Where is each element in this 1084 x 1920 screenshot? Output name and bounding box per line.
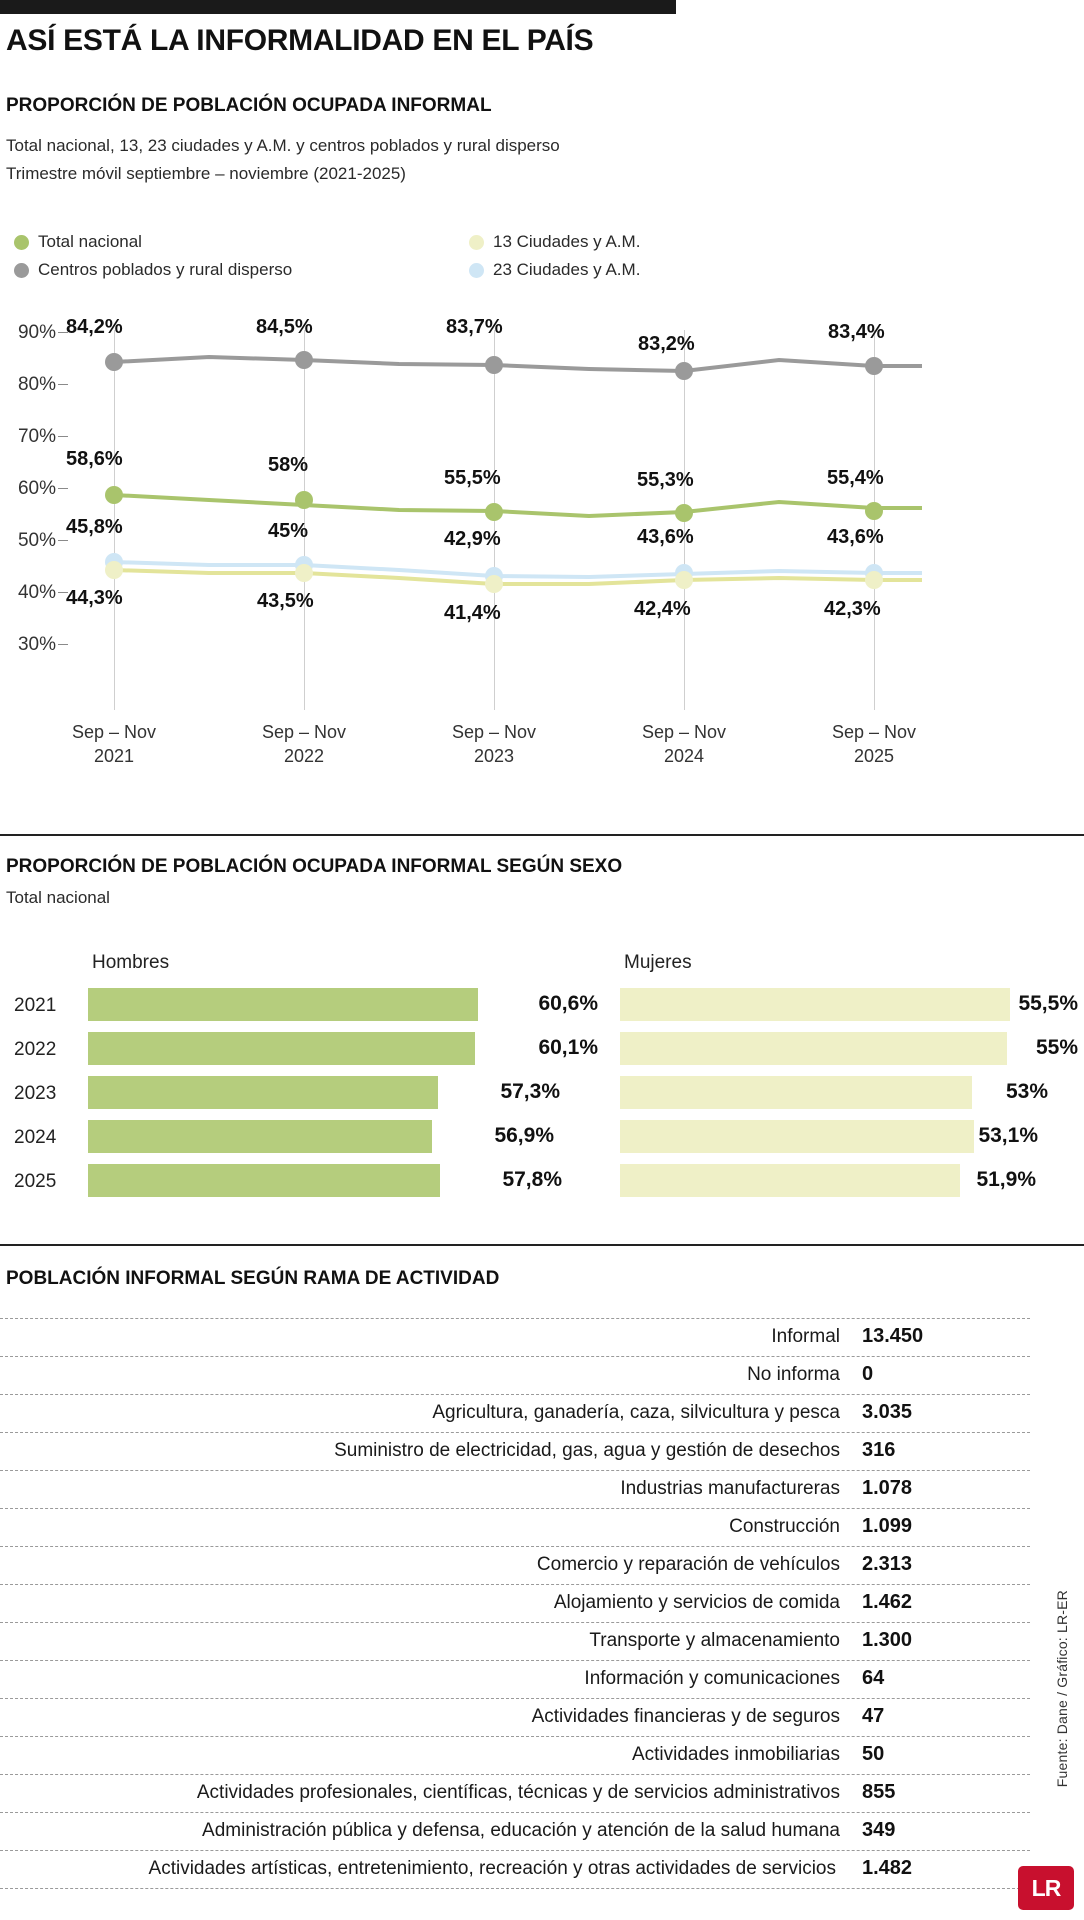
bar-track-hombres — [88, 1120, 478, 1153]
bar-track-mujeres — [620, 988, 1010, 1021]
series-point — [295, 564, 313, 582]
bar-track-mujeres — [620, 1032, 1010, 1065]
legend-row — [14, 228, 754, 256]
data-label-13ciudades-2022: 43,5% — [257, 590, 314, 612]
bar-value-hombres: 57,8% — [502, 1168, 562, 1191]
section1-title: PROPORCIÓN DE POBLACIÓN OCUPADA INFORMAL — [6, 95, 492, 116]
bar-track-hombres — [88, 988, 478, 1021]
x-tick-line2: 2021 — [93, 746, 135, 767]
bar-value-mujeres: 55,5% — [1018, 992, 1078, 1015]
data-label-centros-2021: 84,2% — [66, 316, 123, 338]
line-chart-plot-area — [66, 316, 1072, 710]
bar-year-label: 2024 — [14, 1127, 57, 1148]
table-row — [0, 1737, 1030, 1775]
bar-row — [0, 1120, 1084, 1157]
row-label: Actividades inmobiliarias — [631, 1744, 840, 1765]
legend-color-dot — [469, 263, 484, 278]
section2-subtitle: Total nacional — [6, 888, 110, 907]
row-label: Suministro de electricidad, gas, agua y gestión de desechos — [334, 1440, 840, 1461]
data-label-total-2022: 58% — [268, 454, 309, 476]
section2-title: PROPORCIÓN DE POBLACIÓN OCUPADA INFORMAL SEGÚN SEXO — [6, 856, 623, 877]
y-tick-label-90: 90% — [17, 322, 56, 343]
row-label: Actividades profesionales, científicas, técnicas y de servicios administrativos — [196, 1782, 840, 1803]
row-value: 2.313 — [862, 1553, 913, 1575]
y-axis-tick — [58, 436, 68, 437]
table-row — [0, 1318, 1030, 1357]
bar-fill-hombres — [88, 988, 478, 1021]
row-label: Informal — [771, 1326, 840, 1347]
x-tick-line1: Sep – Nov — [641, 722, 727, 742]
table-row — [0, 1585, 1030, 1623]
data-label-13ciudades-2023: 41,4% — [444, 602, 501, 624]
data-label-23ciudades-2025: 43,6% — [827, 526, 884, 548]
data-label-centros-2022: 84,5% — [256, 316, 313, 338]
bar-row — [0, 1032, 1084, 1069]
x-tick-label-2025 — [794, 720, 954, 769]
series-point — [485, 503, 503, 521]
row-label: Actividades artísticas, entretenimiento, recreación y otras actividades de servicios — [148, 1858, 836, 1879]
table-row — [0, 1775, 1030, 1813]
series-point — [675, 362, 693, 380]
sex-bar-chart — [0, 988, 1084, 1208]
x-tick-line1: Sep – Nov — [451, 722, 537, 742]
x-tick-line1: Sep – Nov — [261, 722, 347, 742]
data-label-13ciudades-2024: 42,4% — [634, 598, 691, 620]
series-point — [675, 504, 693, 522]
row-value: 855 — [862, 1781, 896, 1803]
bar-value-mujeres: 53% — [1005, 1080, 1048, 1103]
x-tick-line2: 2024 — [663, 746, 705, 767]
section-divider-1 — [0, 834, 1084, 836]
series-point — [105, 486, 123, 504]
table-row — [0, 1395, 1030, 1433]
series-point — [675, 571, 693, 589]
column-header-mujeres: Mujeres — [624, 952, 692, 973]
row-value: 50 — [862, 1743, 885, 1765]
table-row — [0, 1813, 1030, 1851]
row-label: No informa — [747, 1364, 840, 1385]
bar-track-hombres — [88, 1164, 478, 1197]
bar-fill-hombres — [88, 1164, 440, 1197]
section-divider-2 — [0, 1244, 1084, 1246]
row-label: Alojamiento y servicios de comida — [553, 1592, 840, 1613]
row-value: 349 — [862, 1819, 896, 1841]
series-line-centros-poblados — [114, 357, 922, 371]
activity-table — [0, 1318, 1030, 1889]
line-chart — [0, 316, 1084, 830]
x-tick-label-2022 — [224, 720, 384, 769]
data-label-total-2021: 58,6% — [66, 448, 123, 470]
row-label: Administración pública y defensa, educación y atención de la salud humana — [202, 1820, 840, 1841]
table-row — [0, 1661, 1030, 1699]
series-point — [105, 353, 123, 371]
row-value: 1.462 — [862, 1591, 913, 1613]
legend-color-dot — [469, 235, 484, 250]
bar-fill-mujeres — [620, 1164, 960, 1197]
bar-value-mujeres: 55% — [1035, 1036, 1078, 1059]
top-accent-bar — [0, 0, 676, 14]
bar-track-hombres — [88, 1032, 478, 1065]
data-label-total-2024: 55,3% — [637, 469, 694, 491]
column-header-hombres: Hombres — [92, 952, 170, 973]
bar-row — [0, 1076, 1084, 1113]
bar-value-mujeres: 53,1% — [978, 1124, 1038, 1147]
series-point — [485, 356, 503, 374]
table-row — [0, 1851, 1030, 1889]
x-tick-line2: 2022 — [283, 746, 325, 767]
bar-value-mujeres: 51,9% — [976, 1168, 1036, 1191]
row-label: Información y comunicaciones — [584, 1668, 840, 1689]
row-value: 13.450 — [862, 1325, 924, 1347]
y-tick-label-50: 50% — [17, 530, 56, 551]
y-tick-label-80: 80% — [17, 374, 56, 395]
data-label-23ciudades-2023: 42,9% — [444, 528, 501, 550]
bar-year-label: 2025 — [14, 1171, 57, 1192]
table-row — [0, 1547, 1030, 1585]
bar-fill-hombres — [88, 1120, 432, 1153]
legend-item-13-ciudades — [469, 232, 640, 252]
bar-value-hombres: 57,3% — [500, 1080, 560, 1103]
chart1-legend — [14, 228, 754, 284]
bar-year-label: 2022 — [14, 1039, 57, 1060]
data-label-total-2025: 55,4% — [827, 467, 884, 489]
y-tick-label-30: 30% — [17, 634, 56, 655]
line-series-svg — [72, 330, 1072, 710]
data-label-13ciudades-2021: 44,3% — [66, 587, 123, 609]
y-axis-tick — [58, 644, 68, 645]
lr-logo: LR — [1018, 1866, 1074, 1910]
row-value: 1.300 — [862, 1629, 913, 1651]
row-value: 1.099 — [862, 1515, 913, 1537]
legend-label: Centros poblados y rural disperso — [38, 260, 293, 279]
legend-label: Total nacional — [38, 232, 142, 251]
series-point — [865, 571, 883, 589]
row-value: 47 — [862, 1705, 885, 1727]
x-tick-label-2023 — [414, 720, 574, 769]
series-line-total-nacional — [114, 495, 922, 516]
series-point — [485, 575, 503, 593]
y-tick-label-60: 60% — [17, 478, 56, 499]
series-point — [295, 351, 313, 369]
series-point — [865, 502, 883, 520]
x-tick-line1: Sep – Nov — [71, 722, 157, 742]
bar-fill-hombres — [88, 1032, 475, 1065]
row-label: Construcción — [729, 1516, 840, 1537]
y-axis-tick — [58, 384, 68, 385]
y-axis-tick — [58, 540, 68, 541]
section3-title: POBLACIÓN INFORMAL SEGÚN RAMA DE ACTIVIDAD — [6, 1268, 500, 1289]
row-value: 3.035 — [862, 1401, 913, 1423]
bar-value-hombres: 56,9% — [494, 1124, 554, 1147]
y-axis-tick — [58, 488, 68, 489]
x-tick-line1: Sep – Nov — [831, 722, 917, 742]
row-value: 1.078 — [862, 1477, 913, 1499]
data-label-23ciudades-2022: 45% — [268, 520, 309, 542]
bar-row — [0, 1164, 1084, 1201]
data-label-centros-2024: 83,2% — [638, 333, 695, 355]
row-value: 64 — [862, 1667, 885, 1689]
legend-label: 23 Ciudades y A.M. — [493, 260, 641, 279]
data-label-23ciudades-2024: 43,6% — [637, 526, 694, 548]
row-label: Comercio y reparación de vehículos — [536, 1554, 840, 1575]
table-row — [0, 1699, 1030, 1737]
row-value: 0 — [862, 1363, 874, 1385]
row-label: Transporte y almacenamiento — [589, 1630, 840, 1651]
x-tick-label-2021 — [34, 720, 194, 769]
x-tick-line2: 2023 — [473, 746, 515, 767]
legend-color-dot — [14, 263, 29, 278]
legend-label: 13 Ciudades y A.M. — [493, 232, 641, 251]
table-row — [0, 1623, 1030, 1661]
data-label-centros-2023: 83,7% — [446, 316, 503, 338]
legend-item-23-ciudades — [469, 260, 640, 280]
row-value: 1.482 — [862, 1857, 913, 1879]
page-title: ASÍ ESTÁ LA INFORMALIDAD EN EL PAÍS — [6, 24, 594, 57]
legend-item-total-nacional — [14, 232, 469, 252]
table-row — [0, 1509, 1030, 1547]
bar-year-label: 2023 — [14, 1083, 57, 1104]
section1-subtitle-1: Total nacional, 13, 23 ciudades y A.M. y centros poblados y rural disperso — [6, 136, 560, 155]
legend-color-dot — [14, 235, 29, 250]
data-label-total-2023: 55,5% — [444, 467, 501, 489]
source-credit: Fuente: Dane / Gráfico: LR-ER — [1054, 1590, 1070, 1788]
table-row — [0, 1471, 1030, 1509]
bar-track-hombres — [88, 1076, 478, 1109]
bar-fill-mujeres — [620, 988, 1010, 1021]
series-point — [865, 357, 883, 375]
table-row — [0, 1433, 1030, 1471]
row-value: 316 — [862, 1439, 896, 1461]
bar-value-hombres: 60,6% — [538, 992, 598, 1015]
data-label-13ciudades-2025: 42,3% — [824, 598, 881, 620]
data-label-centros-2025: 83,4% — [828, 321, 885, 343]
bar-row — [0, 988, 1084, 1025]
table-row — [0, 1357, 1030, 1395]
section1-subtitle-2: Trimestre móvil septiembre – noviembre (2021-2025) — [6, 164, 406, 183]
row-label: Industrias manufactureras — [620, 1478, 840, 1499]
data-label-23ciudades-2021: 45,8% — [66, 516, 123, 538]
bar-fill-hombres — [88, 1076, 438, 1109]
x-tick-line2: 2025 — [853, 746, 895, 767]
x-tick-label-2024 — [604, 720, 764, 769]
y-tick-label-40: 40% — [17, 582, 56, 603]
series-point — [105, 561, 123, 579]
y-tick-label-70: 70% — [17, 426, 56, 447]
legend-row — [14, 256, 754, 284]
bar-fill-mujeres — [620, 1032, 1007, 1065]
row-label: Agricultura, ganadería, caza, silvicultura y pesca — [432, 1402, 840, 1423]
series-point — [295, 491, 313, 509]
bar-value-hombres: 60,1% — [538, 1036, 598, 1059]
bar-fill-mujeres — [620, 1076, 972, 1109]
legend-item-centros-poblados — [14, 260, 469, 280]
bar-year-label: 2021 — [14, 995, 57, 1016]
row-label: Actividades financieras y de seguros — [531, 1706, 840, 1727]
